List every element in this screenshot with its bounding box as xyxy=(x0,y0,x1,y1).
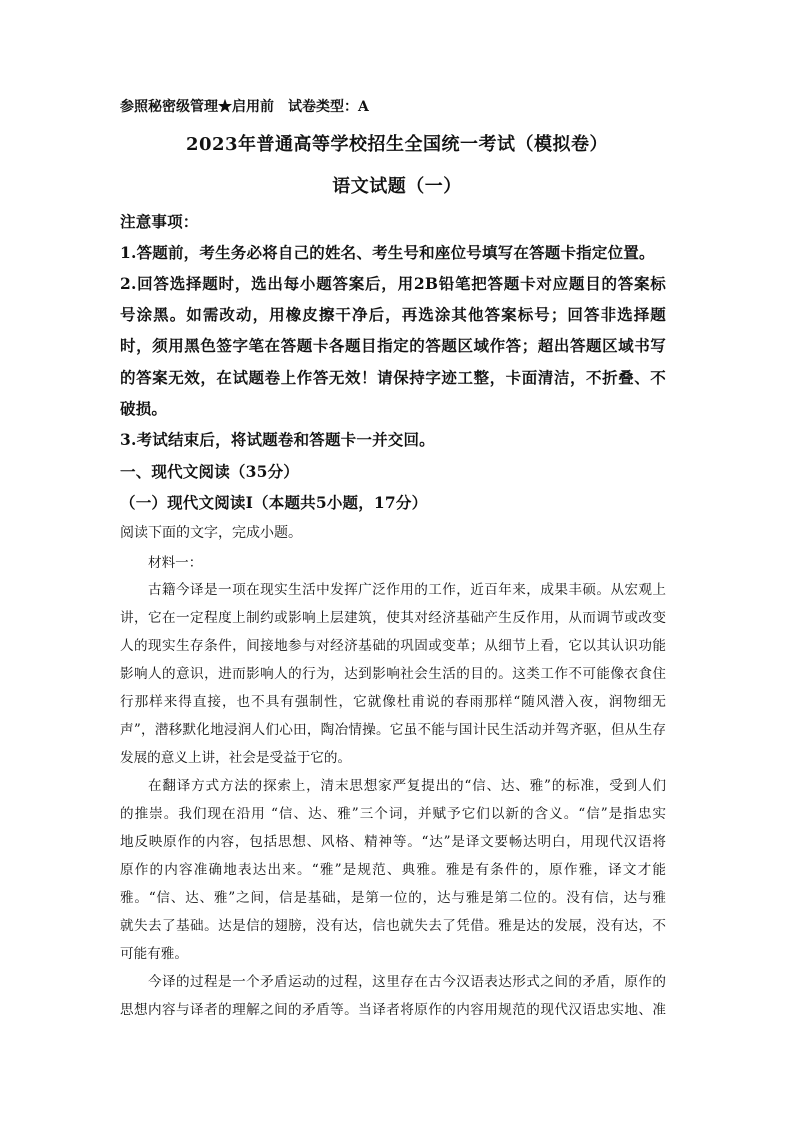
passage-line: 人的现实生存条件，间接地参与对经济基础的巩固或变革；从细节上看，它以其认识功能 xyxy=(120,638,666,654)
passage-line: 今译的过程是一个矛盾运动的过程，这里存在古今汉语表达形式之间的矛盾，原作的 xyxy=(148,974,666,990)
passage-line: 原作的内容准确地表达出来。“雅”是规范、典雅。雅是有条件的，原作雅，译文才能 xyxy=(120,862,666,878)
passage-line: 行那样来得直接，也不具有强制性，它就像杜甫说的春雨那样“随风潜入夜，润物细无 xyxy=(120,694,666,710)
exam-title: 2023年普通高等学校招生全国统一考试（模拟卷） xyxy=(185,134,609,155)
notice-line: 号涂黑。如需改动，用橡皮擦干净后，再选涂其他答案标号；回答非选择题 xyxy=(120,305,666,324)
notice-line: 时，须用黑色签字笔在答题卡各题目指定的答题区域作答；超出答题区域书写 xyxy=(120,336,666,355)
passage-line: 声”，潜移默化地浸润人们心田，陶冶情操。它虽不能与国计民生活动并驾齐驱，但从生存 xyxy=(120,722,666,738)
passage-line: 思想内容与译者的理解之间的矛盾等。当译者将原作的内容用规范的现代汉语忠实地、准 xyxy=(120,1002,666,1018)
notice-line: 2.回答选择题时，选出每小题答案后，用2B铅笔把答题卡对应题目的答案标 xyxy=(120,274,666,293)
confidential-header: 参照秘密级管理★启用前 试卷类型：A xyxy=(120,99,369,115)
passage-line: 在翻译方式方法的探索上，清末思想家严复提出的“信、达、雅”的标准，受到人们 xyxy=(148,778,666,794)
notice-heading: 注意事项： xyxy=(120,212,199,231)
notice-line: 1.答题前，考生务必将自己的姓名、考生号和座位号填写在答题卡指定位置。 xyxy=(120,243,655,262)
passage-line: 的推崇。我们现在沿用 “信、达、雅”三个词，并赋予它们以新的含义。“信”是指忠实 xyxy=(120,806,666,822)
passage-line: 影响人的意识，进而影响人的行为，达到影响社会生活的目的。这类工作不可能像衣食住 xyxy=(120,666,666,682)
passage-line: 发展的意义上讲，社会是受益于它的。 xyxy=(120,750,352,766)
reading-instruction: 阅读下面的文字，完成小题。 xyxy=(120,525,302,541)
exam-subtitle: 语文试题（一） xyxy=(332,176,462,197)
section-title: 一、现代文阅读（35分） xyxy=(120,462,299,481)
passage-line: 古籍今译是一项在现实生活中发挥广泛作用的工作，近百年来，成果丰硕。从宏观上 xyxy=(148,582,666,598)
passage-line: 雅。“信、达、雅”之间，信是基础，是第一位的，达与雅是第二位的。没有信，达与雅 xyxy=(120,890,666,906)
notice-line: 破损。 xyxy=(120,399,168,418)
passage-line: 可能有雅。 xyxy=(120,946,188,962)
notice-line: 3.考试结束后，将试题卷和答题卡一并交回。 xyxy=(120,430,435,449)
passage-line: 地反映原作的内容，包括思想、风格、精神等。“达”是译文要畅达明白，用现代汉语将 xyxy=(120,834,666,850)
passage-line: 讲，它在一定程度上制约或影响上层建筑，使其对经济基础产生反作用，从而调节或改变 xyxy=(120,610,666,626)
material-label: 材料一： xyxy=(148,555,203,571)
passage-line: 就失去了基础。达是信的翅膀，没有达，信也就失去了凭借。雅是达的发展，没有达，不 xyxy=(120,918,666,934)
subsection-title: （一）现代文阅读Ⅰ（本题共5小题，17分） xyxy=(120,493,428,512)
notice-line: 的答案无效，在试题卷上作答无效！请保持字迹工整，卡面清洁，不折叠、不 xyxy=(120,368,666,387)
